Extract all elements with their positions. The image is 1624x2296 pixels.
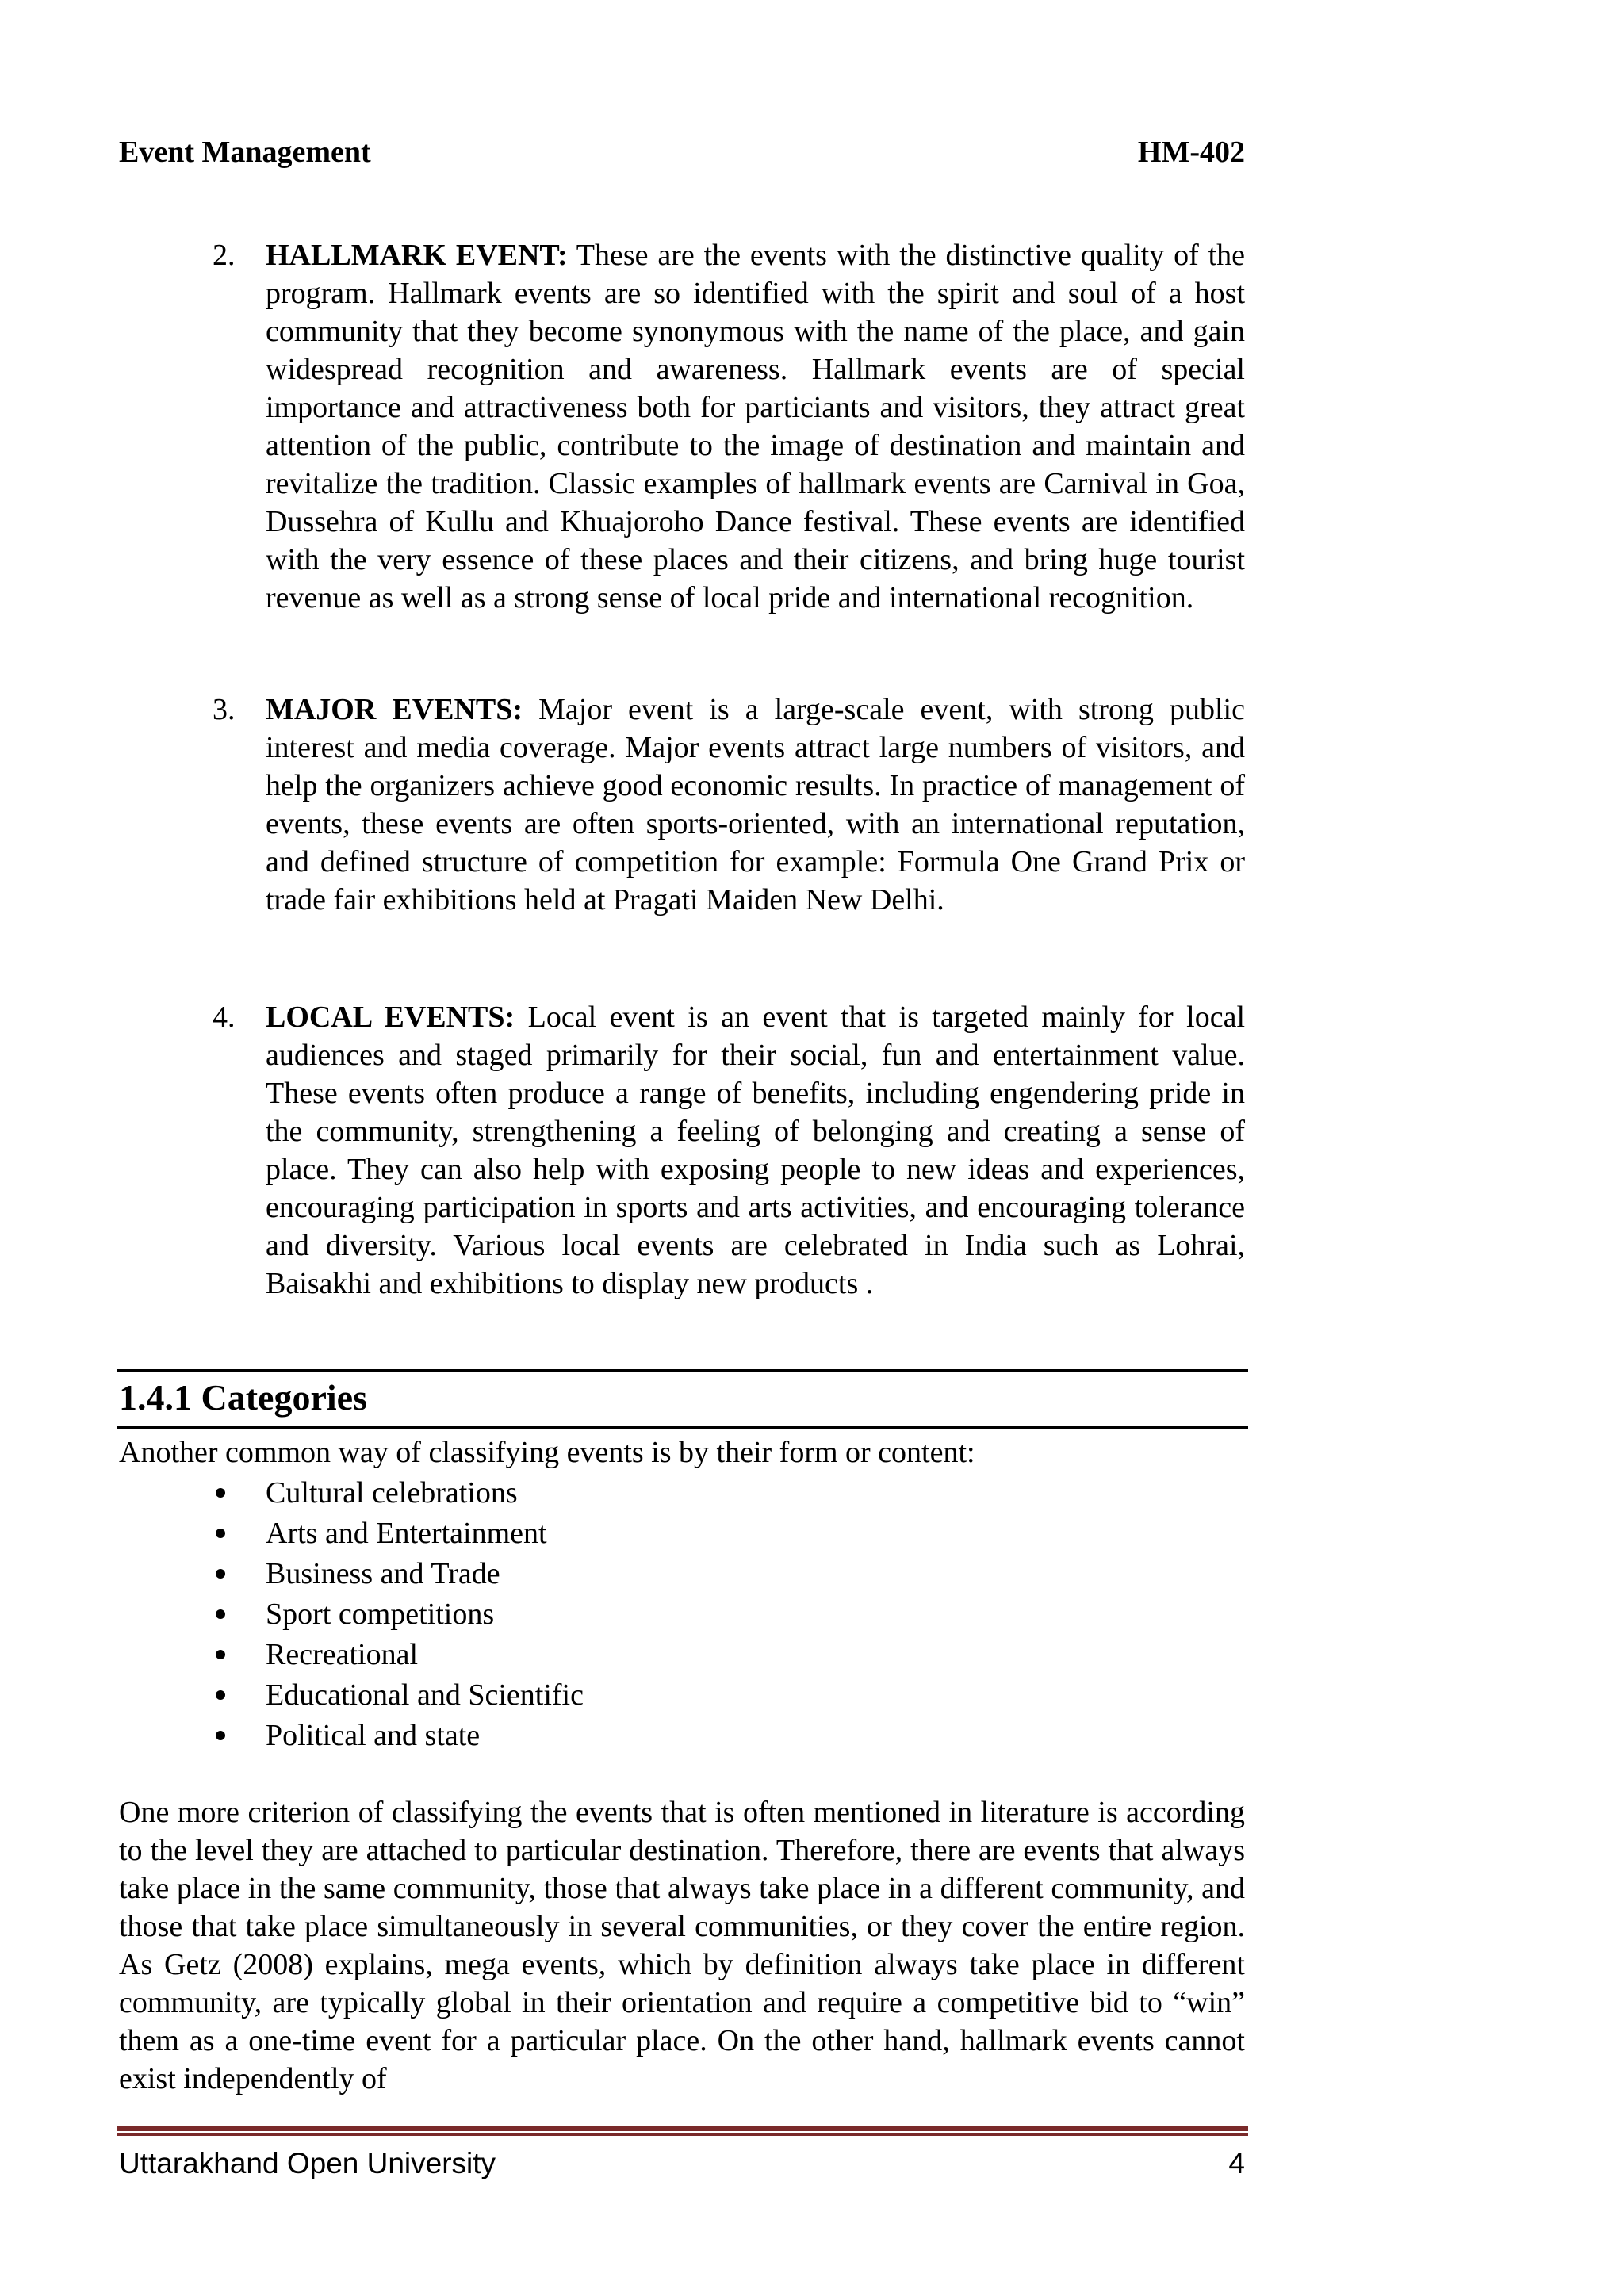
footer-rule-thin [117, 2133, 1248, 2136]
list-item-number: 4. [213, 1001, 236, 1034]
list-item: Arts and Entertainment [119, 1513, 584, 1554]
list-item: Recreational [119, 1635, 584, 1675]
footer-rule-thick [117, 2126, 1248, 2131]
list-item: Political and state [119, 1716, 584, 1756]
bullet-icon [216, 1488, 225, 1498]
bullet-icon [216, 1650, 225, 1659]
list-item: Business and Trade [119, 1554, 584, 1594]
list-item: Cultural celebrations [119, 1473, 584, 1513]
list-item-body [266, 998, 1245, 1303]
list-item-title: MAJOR EVENTS: [266, 693, 523, 726]
list-item-local-events [119, 998, 1245, 1303]
page-number: 4 [1228, 2147, 1245, 2179]
body-paragraph: One more criterion of classifying the events that is often mentioned in literature is according to the level they are attached to particular destination. Therefore, there are events that always take place in the same community, those that always take place in a different community, and those that take place simultaneously in several communities, or they cover the entire region. As Getz (2008) explains, mega events, which by definition always take place in different community, are typically global in their orientation and require a competitive bid to “win” them as a one-time event for a particular place. On the other hand, hallmark events cannot exist independently of [119, 1796, 1245, 2095]
list-item-title: HALLMARK EVENT: [266, 239, 568, 272]
section-bottom-rule [117, 1426, 1248, 1429]
list-item: Educational and Scientific [119, 1675, 584, 1716]
page-header [119, 135, 1245, 170]
list-item-body [266, 236, 1245, 617]
list-item-text: These are the events with the distinctive quality of the program. Hallmark events are so identified with the spirit and soul of a host community that they become synonymous with the name of the place, and gain widespread recognition and awareness. Hallmark events are of special importance and attractiveness both for particiants and visitors, they attract great attention of the public, contribute to the image of destination and maintain and revitalize the tradition. Classic examples of hallmark events are Carnival in Goa, Dussehra of Kullu and Khuajoroho Dance festival. These events are identified with the very essence of these places and their citizens, and bring huge tourist revenue as well as a strong sense of local pride and international recognition. [266, 239, 1246, 614]
bullet-icon [216, 1529, 225, 1538]
bullet-icon [216, 1609, 225, 1619]
list-item-text: Major event is a large-scale event, with strong public interest and media coverage. Major events attract large numbers of visitors, and help the organizers achieve good economic results. In practice of management of events, these events are often sports-oriented, with an international reputation, and defined structure of competition for example: Formula One Grand Prix or trade fair exhibitions held at Pragati Maiden New Delhi. [266, 693, 1245, 916]
list-item-hallmark-event [119, 236, 1245, 617]
bullet-icon [216, 1690, 225, 1700]
list-item: Sport competitions [119, 1594, 584, 1635]
header-course-code: HM-402 [1137, 136, 1245, 169]
list-item-body [266, 691, 1245, 919]
list-item-number: 2. [213, 239, 236, 272]
section-heading: 1.4.1 Categories [119, 1377, 367, 1418]
bullet-icon [216, 1731, 225, 1740]
list-item-text: Local event is an event that is targeted mainly for local audiences and staged primarily for their social, fun and entertainment value. These events often produce a range of benefits, including engendering pride in the community, strengthening a feeling of belonging and creating a sense of place. They can also help with exposing people to new ideas and experiences, encouraging participation in sports and arts activities, and encouraging tolerance and diversity. Various local events are celebrated in India such as Lohrai, Baisakhi and exhibitions to display new products . [266, 1001, 1245, 1300]
header-course-title: Event Management [119, 136, 371, 169]
categories-list [119, 1473, 584, 1756]
bullet-icon [216, 1569, 225, 1578]
footer-university-name: Uttarakhand Open University [119, 2147, 496, 2179]
page-footer [119, 2147, 1245, 2180]
section-intro: Another common way of classifying events is by their form or content: [119, 1436, 975, 1469]
list-item-title: LOCAL EVENTS: [266, 1001, 515, 1034]
section-top-rule [117, 1369, 1248, 1372]
list-item-number: 3. [213, 693, 236, 726]
list-item-major-events [119, 691, 1245, 919]
